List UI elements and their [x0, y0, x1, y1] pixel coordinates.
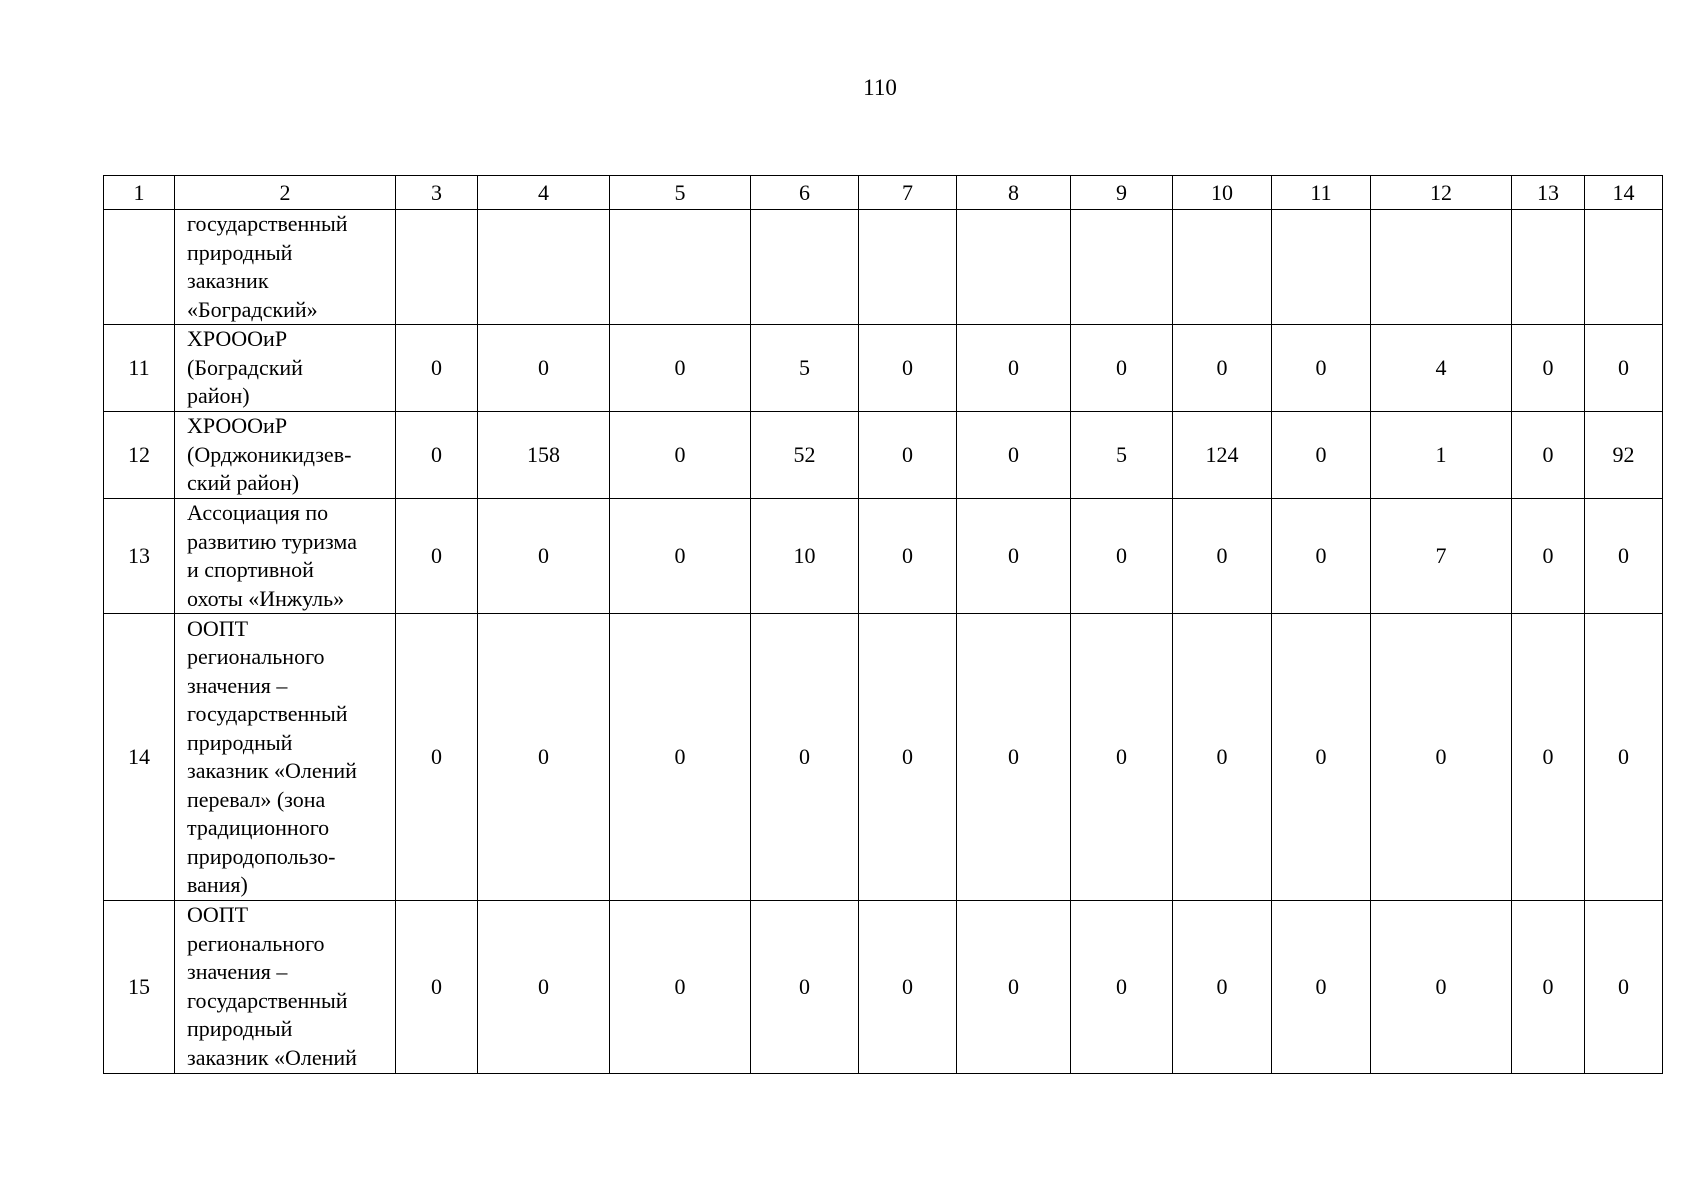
- value-cell: 0: [1512, 499, 1585, 614]
- table-row: [104, 325, 1663, 412]
- header-cell: 10: [1173, 176, 1272, 210]
- value-cell: 0: [1585, 499, 1663, 614]
- value-cell: 0: [1173, 614, 1272, 901]
- value-cell: [1173, 210, 1272, 325]
- value-cell: 0: [1272, 901, 1371, 1074]
- value-cell: 5: [1071, 412, 1173, 499]
- page-number: 110: [863, 75, 897, 100]
- value-cell: 0: [396, 499, 478, 614]
- value-cell: 0: [859, 412, 957, 499]
- value-cell: [859, 210, 957, 325]
- value-cell: 0: [1512, 325, 1585, 412]
- header-cell: 3: [396, 176, 478, 210]
- value-cell: [751, 210, 859, 325]
- value-cell: 0: [610, 412, 751, 499]
- value-cell: 124: [1173, 412, 1272, 499]
- value-cell: [1371, 210, 1512, 325]
- value-cell: 0: [396, 325, 478, 412]
- value-cell: 0: [610, 499, 751, 614]
- value-cell: 0: [859, 325, 957, 412]
- value-cell: 0: [1371, 901, 1512, 1074]
- table-row: [104, 499, 1663, 614]
- value-cell: 0: [1071, 499, 1173, 614]
- value-cell: 0: [1272, 412, 1371, 499]
- value-cell: 52: [751, 412, 859, 499]
- value-cell: 0: [1512, 614, 1585, 901]
- table-row: [104, 614, 1663, 901]
- value-cell: 0: [478, 901, 610, 1074]
- value-cell: 158: [478, 412, 610, 499]
- table-header-row: [104, 176, 1663, 210]
- value-cell: 10: [751, 499, 859, 614]
- value-cell: 0: [478, 499, 610, 614]
- header-cell: 13: [1512, 176, 1585, 210]
- value-cell: [1585, 210, 1663, 325]
- value-cell: 0: [1173, 499, 1272, 614]
- row-name-cell: ХРОООиР (Орджоникидзев- ский район): [175, 412, 396, 499]
- header-cell: 11: [1272, 176, 1371, 210]
- value-cell: 0: [859, 614, 957, 901]
- row-name-cell: государственный природный заказник «Боградский»: [175, 210, 396, 325]
- header-cell: 6: [751, 176, 859, 210]
- value-cell: 0: [396, 614, 478, 901]
- data-table: [103, 175, 1663, 1074]
- value-cell: 0: [957, 412, 1071, 499]
- value-cell: 0: [1071, 614, 1173, 901]
- value-cell: 0: [957, 614, 1071, 901]
- value-cell: [478, 210, 610, 325]
- value-cell: [957, 210, 1071, 325]
- value-cell: 0: [1585, 325, 1663, 412]
- value-cell: [396, 210, 478, 325]
- value-cell: 0: [1173, 325, 1272, 412]
- value-cell: 0: [610, 325, 751, 412]
- row-name-cell: ООПТ регионального значения – государственный природный заказник «Олений перевал» (зона традиционного природопользо- вания): [175, 614, 396, 901]
- value-cell: 7: [1371, 499, 1512, 614]
- value-cell: 5: [751, 325, 859, 412]
- value-cell: 0: [1512, 901, 1585, 1074]
- value-cell: [1272, 210, 1371, 325]
- row-number-cell: [104, 210, 175, 325]
- value-cell: 0: [1371, 614, 1512, 901]
- value-cell: 0: [957, 901, 1071, 1074]
- value-cell: 0: [1585, 901, 1663, 1074]
- value-cell: 92: [1585, 412, 1663, 499]
- table-row: [104, 901, 1663, 1074]
- value-cell: 4: [1371, 325, 1512, 412]
- value-cell: 0: [751, 614, 859, 901]
- row-number-cell: 13: [104, 499, 175, 614]
- value-cell: 0: [957, 325, 1071, 412]
- row-number-cell: 11: [104, 325, 175, 412]
- value-cell: [1071, 210, 1173, 325]
- header-cell: 1: [104, 176, 175, 210]
- header-cell: 5: [610, 176, 751, 210]
- value-cell: 0: [396, 901, 478, 1074]
- value-cell: 0: [859, 499, 957, 614]
- value-cell: 0: [1272, 325, 1371, 412]
- row-number-cell: 15: [104, 901, 175, 1074]
- value-cell: 0: [1071, 901, 1173, 1074]
- value-cell: 0: [1272, 499, 1371, 614]
- table-row: [104, 412, 1663, 499]
- value-cell: 0: [957, 499, 1071, 614]
- value-cell: 0: [1173, 901, 1272, 1074]
- table-row: [104, 210, 1663, 325]
- row-name-cell: Ассоциация по развитию туризма и спортивной охоты «Инжуль»: [175, 499, 396, 614]
- value-cell: 0: [751, 901, 859, 1074]
- value-cell: 0: [859, 901, 957, 1074]
- value-cell: 0: [610, 614, 751, 901]
- header-cell: 7: [859, 176, 957, 210]
- value-cell: 1: [1371, 412, 1512, 499]
- header-cell: 2: [175, 176, 396, 210]
- row-name-cell: ООПТ регионального значения – государственный природный заказник «Олений: [175, 901, 396, 1074]
- value-cell: 0: [396, 412, 478, 499]
- value-cell: 0: [1071, 325, 1173, 412]
- value-cell: 0: [610, 901, 751, 1074]
- row-number-cell: 12: [104, 412, 175, 499]
- header-cell: 8: [957, 176, 1071, 210]
- value-cell: 0: [1512, 412, 1585, 499]
- value-cell: [610, 210, 751, 325]
- header-cell: 4: [478, 176, 610, 210]
- header-cell: 9: [1071, 176, 1173, 210]
- header-cell: 12: [1371, 176, 1512, 210]
- value-cell: 0: [478, 614, 610, 901]
- value-cell: 0: [478, 325, 610, 412]
- row-number-cell: 14: [104, 614, 175, 901]
- value-cell: 0: [1272, 614, 1371, 901]
- value-cell: 0: [1585, 614, 1663, 901]
- value-cell: [1512, 210, 1585, 325]
- row-name-cell: ХРОООиР (Боградский район): [175, 325, 396, 412]
- header-cell: 14: [1585, 176, 1663, 210]
